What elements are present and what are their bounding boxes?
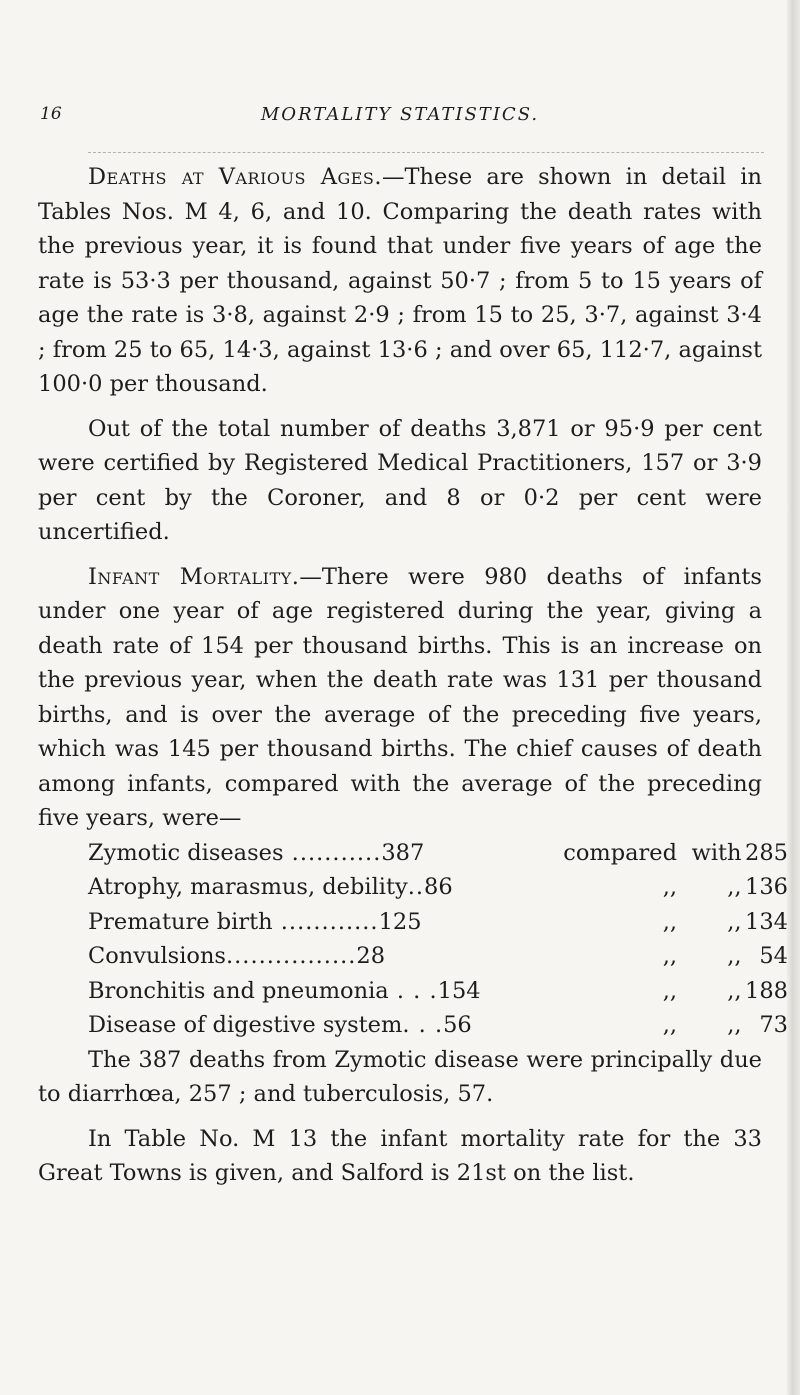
paragraph-certification: Out of the total number of deaths 3,871 or 95·9 per cent were certified by Registered Medical Practitioners, 157 or 3·9 per cent by the Coroner, and 8 or 0·2 per cent were uncertified. [38,415,762,545]
comparison-word-1: ,, [662,1012,677,1038]
dot-leader: . . . [388,977,438,1004]
cause-cell [88,905,562,940]
cause-count: 86 [424,874,453,900]
paragraph-infant-mortality-text: —There were 980 deaths of infants under one year of age registered during the year, giving a death rate of 154 per thousand births. This is an increase on the previous year, when the death rate was 131 per thousand births, and is over the average of the preceding five years, which was 145 per thousand births. The chief causes of death among infants, compared with the average of the preceding five years, were— [38,563,762,831]
cause-count: 154 [437,977,481,1004]
page-header [40,104,760,138]
comparison-word-2: ,, [727,908,742,935]
cause-name: Atrophy, marasmus, debility [88,874,408,900]
cause-count: 56 [443,1012,472,1038]
cause-row [88,939,788,974]
section-heading-ages: Deaths at Various Ages. [88,164,383,190]
comparison-word-1: compared [563,839,677,866]
cause-count: 125 [378,908,422,935]
header-rule [88,152,764,153]
cause-row [88,1008,788,1043]
dot-leader: ................ [225,943,357,969]
paragraph-deaths-at-ages [38,160,762,402]
page-number: 16 [40,104,62,124]
comparison-word-2: ,, [727,977,742,1004]
page-body [38,160,788,1191]
dot-leader: .. [407,874,425,900]
cause-cell [88,939,562,974]
section-heading-infant: Infant Mortality. [88,563,300,590]
cause-count: 28 [356,943,386,969]
five-year-average: 134 [745,908,788,935]
cause-name: Zymotic diseases [88,839,284,866]
five-year-average: 136 [745,874,788,900]
comparison-word-1: ,, [662,874,677,900]
causes-table [88,836,788,1043]
five-year-average: 188 [745,977,788,1004]
comparison-word-2: ,, [727,943,742,969]
paragraph-table-m13: In Table No. M 13 the infant mortality rate for the 33 Great Towns is given, and Salford is 21st on the list. [38,1125,762,1186]
five-year-average: 285 [745,839,788,866]
comparison-word-1: ,, [662,943,677,969]
paragraph-infant-mortality [38,560,762,836]
comparison-word-1: ,, [662,908,677,935]
comparison-word-1: ,, [662,977,677,1004]
dot-leader: ........... [283,839,382,866]
cause-name: Convulsions [88,943,226,969]
cause-name: Bronchitis and pneumonia [88,977,389,1004]
cause-count: 387 [381,839,425,866]
cause-cell [88,974,562,1009]
cause-name: Premature birth [88,908,273,935]
dot-leader: ............ [272,908,379,935]
cause-row [88,870,788,905]
paragraph-zymotic: The 387 deaths from Zymotic disease were principally due to diarrhœa, 257 ; and tuberculosis, 57. [38,1046,762,1107]
cause-cell [88,836,562,871]
cause-cell [88,1008,562,1043]
five-year-average: 54 [759,943,788,969]
cause-row [88,974,788,1009]
cause-name: Disease of digestive system [88,1012,403,1038]
page-edge-shadow [786,0,800,1395]
running-head: MORTALITY STATISTICS. [260,104,540,125]
dot-leader: . . . [402,1012,444,1038]
cause-row [88,836,788,871]
comparison-word-2: with [691,839,742,866]
five-year-average: 73 [759,1012,788,1038]
paragraph-deaths-at-ages-text: —These are shown in detail in Tables Nos. M 4, 6, and 10. Comparing the death rates with the previous year, it is found that under five years of age the rate is 53·3 per thousand, against 50·7 ; from 5 to 15 years of age the rate is 3·8, against 2·9 ; from 15 to 25, 3·7, against 3·4 ; from 25 to 65, 14·3, against 13·6 ; and over 65, 112·7, against 100·0 per thousand. [38,164,762,397]
cause-cell [88,870,562,905]
cause-row [88,905,788,940]
comparison-word-2: ,, [727,874,742,900]
comparison-word-2: ,, [727,1012,742,1038]
